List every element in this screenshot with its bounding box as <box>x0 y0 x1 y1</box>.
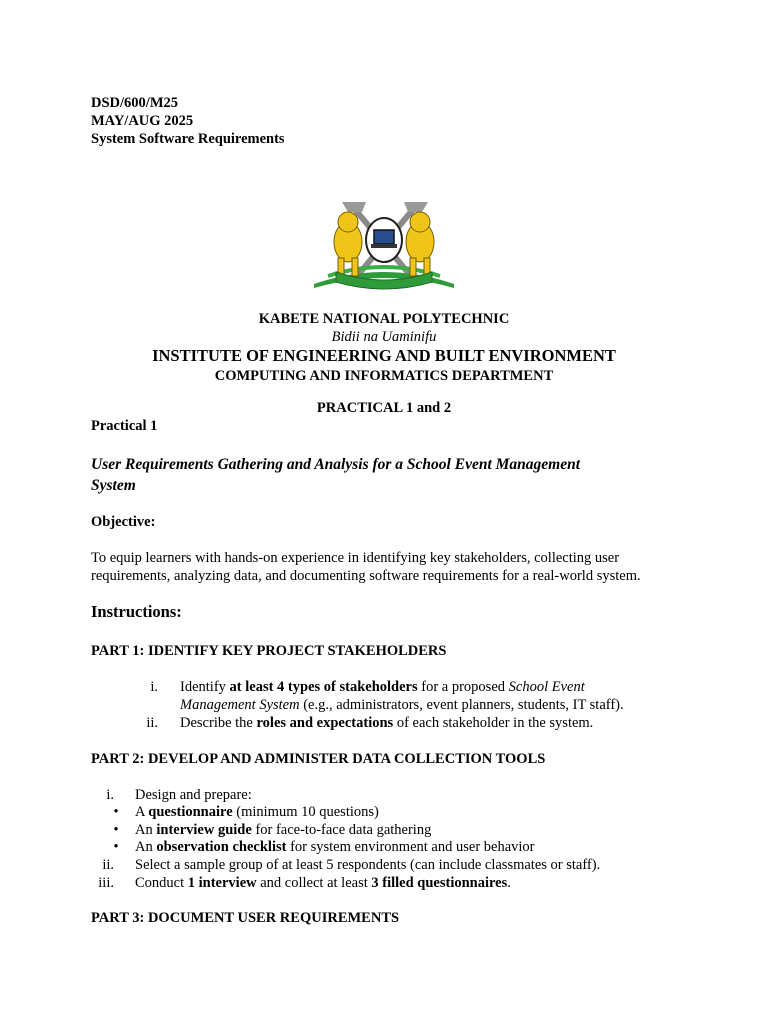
list-number: i. <box>150 679 158 695</box>
list-item <box>135 874 695 892</box>
list-item <box>180 714 680 732</box>
course-code: DSD/600/M25 <box>91 95 178 111</box>
exam-session: MAY/AUG 2025 <box>91 113 194 129</box>
bold-text: questionnaire <box>148 804 233 820</box>
bold-text: at least 4 types of stakeholders <box>229 679 418 695</box>
text-span: An <box>135 822 157 838</box>
italic-text: School Event <box>508 679 585 695</box>
practical-title <box>91 454 651 496</box>
text-span: Conduct <box>135 875 188 891</box>
text-span: Identify <box>180 679 230 695</box>
bullet-icon: • <box>113 804 119 820</box>
text-span: for a proposed <box>417 679 509 695</box>
bullet-icon: • <box>113 839 119 855</box>
bold-text: observation checklist <box>156 839 287 855</box>
text-span: . <box>507 875 511 891</box>
text-span: (minimum 10 questions) <box>232 804 379 820</box>
institution-name: KABETE NATIONAL POLYTECHNIC <box>258 311 510 327</box>
institute-name: INSTITUTE OF ENGINEERING AND BUILT ENVIRONMENT <box>152 346 616 365</box>
list-number: i. <box>106 787 114 803</box>
list-item: Select a sample group of at least 5 respondents (can include classmates or staff). <box>135 857 601 873</box>
list-item <box>135 803 695 821</box>
practical-title-line1: User Requirements Gathering and Analysis for a School Event Management <box>91 456 581 473</box>
part1-heading: PART 1: IDENTIFY KEY PROJECT STAKEHOLDERS <box>91 643 447 659</box>
list-item <box>135 838 695 856</box>
subject-name: System Software Requirements <box>91 131 285 147</box>
practical-label: Practical 1 <box>91 418 158 434</box>
objective-heading: Objective: <box>91 514 156 530</box>
instructions-heading: Instructions: <box>91 602 182 621</box>
bold-text: roles and expectations <box>256 715 394 731</box>
text-span: for face-to-face data gathering <box>251 822 432 838</box>
coat-of-arms-logo <box>308 196 460 296</box>
italic-text: Management System <box>180 697 300 713</box>
list-item <box>135 821 695 839</box>
bold-text: 3 filled questionnaires <box>371 875 508 891</box>
part2-heading: PART 2: DEVELOP AND ADMINISTER DATA COLLECTION TOOLS <box>91 751 546 767</box>
list-number: ii. <box>102 857 114 873</box>
list-number: iii. <box>98 875 114 891</box>
practical-title-line2: System <box>91 477 136 494</box>
practicals-heading: PRACTICAL 1 and 2 <box>316 400 452 416</box>
part3-heading: PART 3: DOCUMENT USER REQUIREMENTS <box>91 910 400 926</box>
list-item: Design and prepare: <box>135 787 252 803</box>
bold-text: 1 interview <box>187 875 257 891</box>
text-span: of each stakeholder in the system. <box>393 715 594 731</box>
text-span: Describe the <box>180 715 257 731</box>
objective-line1: To equip learners with hands-on experience in identifying key stakeholders, collecting user <box>91 550 620 566</box>
text-span: for system environment and user behavior <box>286 839 535 855</box>
objective-text <box>91 549 691 585</box>
institution-motto: Bidii na Uaminifu <box>331 329 437 345</box>
bullet-icon: • <box>113 822 119 838</box>
text-span: and collect at least <box>256 875 372 891</box>
department-name: COMPUTING AND INFORMATICS DEPARTMENT <box>214 368 554 384</box>
objective-line2: requirements, analyzing data, and documenting software requirements for a real-world system. <box>91 568 641 584</box>
text-span: A <box>135 804 149 820</box>
list-number: ii. <box>146 715 158 731</box>
text-span: (e.g., administrators, event planners, students, IT staff). <box>299 697 624 713</box>
bold-text: interview guide <box>156 822 252 838</box>
list-item <box>180 678 680 714</box>
text-span: An <box>135 839 157 855</box>
